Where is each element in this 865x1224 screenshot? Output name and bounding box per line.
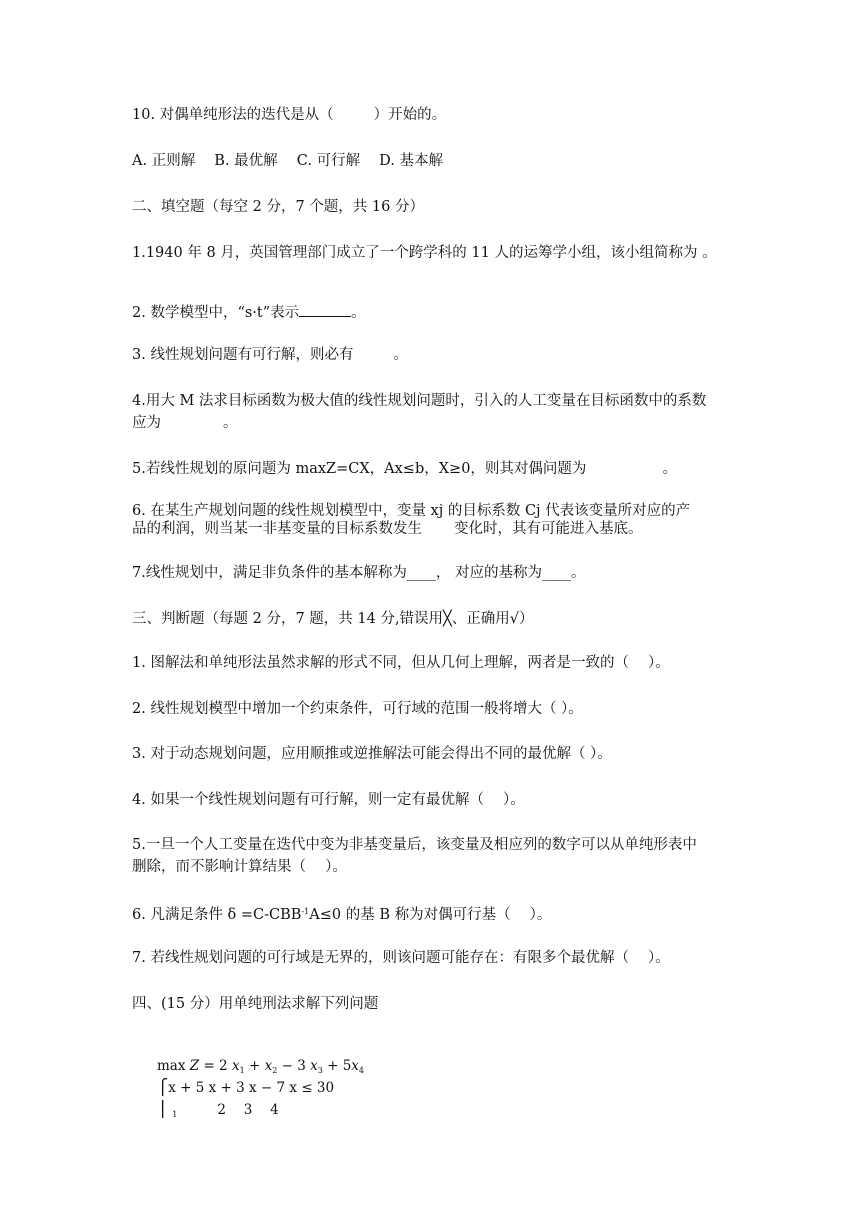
- left-brace-top: ⎧: [157, 1078, 169, 1096]
- period: 。: [351, 305, 366, 321]
- subscript: 4: [358, 1066, 364, 1075]
- answer-blank[interactable]: [299, 302, 351, 317]
- fill-item-6-line-2: [132, 520, 643, 538]
- objective-variable: Z: [189, 1058, 200, 1074]
- fill-item-3-text: 3. 线性规划问题有可行解，则必有: [132, 347, 354, 363]
- section-2-heading: 二、填空题（每空 2 分，7 个题，共 16 分）: [132, 199, 424, 215]
- judge-item-7: 7. 若线性规划问题的可行域是无界的，则该问题可能存在：有限多个最优解（ ）。: [132, 950, 670, 966]
- question-10-stem-end: ）开始的。: [373, 107, 447, 123]
- fill-item-6-line-1: 6. 在某生产规划问题的线性规划模型中，变量 xj 的目标系数 Cj 代表该变量所对应的产: [132, 503, 691, 519]
- period: 。: [662, 461, 677, 477]
- question-10: [132, 106, 446, 124]
- period: 。: [223, 415, 238, 431]
- constraint-1-subscripts: [157, 1099, 279, 1125]
- fill-item-6-text-b: 变化时，其有可能进入基底。: [454, 521, 643, 537]
- fill-item-2-text: 2. 数学模型中，“s·t”表示: [132, 305, 300, 321]
- fill-item-5-text: 5.若线性规划的原问题为 maxZ=CX，Ax≤b，X≥0，则其对偶问题为: [132, 461, 587, 477]
- period: 。: [393, 347, 408, 363]
- fill-item-6-text-a: 品的利润，则当某一非基变量的目标系数发生: [132, 521, 422, 537]
- objective-function: max Z = 2 $x_1 + x_2 - 3$ $x_3 + 5x_4$: [157, 1058, 364, 1075]
- subscript: 2: [272, 1066, 278, 1075]
- subscript: 3: [317, 1066, 323, 1075]
- objective-coefficient: = 2: [203, 1058, 228, 1074]
- section-4-heading: 四、(15 分）用单纯刑法求解下列问题: [132, 996, 379, 1012]
- fill-item-4-line-1: 4.用大 M 法求目标函数为极大值的线性规划问题时，引入的人工变量在目标函数中的系数: [132, 393, 707, 409]
- judge-item-5-line-2: 删除，而不影响计算结果（ ）。: [132, 859, 347, 875]
- max-label: max: [157, 1058, 186, 1074]
- constraint-1-text: x + 5 x + 3 x − 7 x ≤ 30: [168, 1080, 335, 1096]
- fill-item-3: [132, 346, 408, 364]
- fill-item-7: 7.线性规划中，满足非负条件的基本解称为____， 对应的基称为____。: [132, 565, 586, 581]
- fill-item-2: [132, 302, 366, 322]
- judge-item-6-text-b: A≤0 的基 B 称为对偶可行基（ ）。: [309, 907, 552, 923]
- section-3-heading: 三、判断题（每题 2 分，7 题，共 14 分,错误用╳、正确用√）: [132, 611, 534, 627]
- subscript: 1: [172, 1110, 178, 1119]
- fill-item-5: [132, 460, 677, 478]
- question-10-options: A. 正则解 B. 最优解 C. 可行解 D. 基本解: [132, 153, 444, 169]
- judge-item-6: [132, 903, 551, 924]
- question-10-stem: 10. 对偶单纯形法的迭代是从（: [132, 107, 334, 123]
- judge-item-4: 4. 如果一个线性规划问题有可行解，则一定有最优解（ ）。: [132, 792, 525, 808]
- left-brace-mid: ⎪: [157, 1100, 169, 1118]
- fill-item-4-text: 应为: [132, 415, 161, 431]
- subscripts-row: 2 3 4: [217, 1102, 279, 1118]
- judge-item-3: 3. 对于动态规划问题，应用顺推或逆推解法可能会得出不同的最优解（ ）。: [132, 746, 612, 762]
- judge-item-6-text-a: 6. 凡满足条件 δ =C-CBB: [132, 907, 302, 923]
- judge-item-1: 1. 图解法和单纯形法虽然求解的形式不同，但从几何上理解，两者是一致的（ ）。: [132, 655, 670, 671]
- judge-item-2: 2. 线性规划模型中增加一个约束条件，可行域的范围一般将增大（ ）。: [132, 701, 583, 717]
- fill-item-1: 1.1940 年 8 月，英国管理部门成立了一个跨学科的 11 人的运筹学小组，该小组简称为 。: [132, 245, 717, 261]
- superscript: -1: [301, 907, 310, 916]
- fill-item-4-line-2: [132, 414, 238, 432]
- subscript: 1: [239, 1066, 245, 1075]
- constraint-1: [157, 1077, 334, 1098]
- judge-item-5-line-1: 5.一旦一个人工变量在迭代中变为非基变量后，该变量及相应列的数字可以从单纯形表中: [132, 837, 697, 853]
